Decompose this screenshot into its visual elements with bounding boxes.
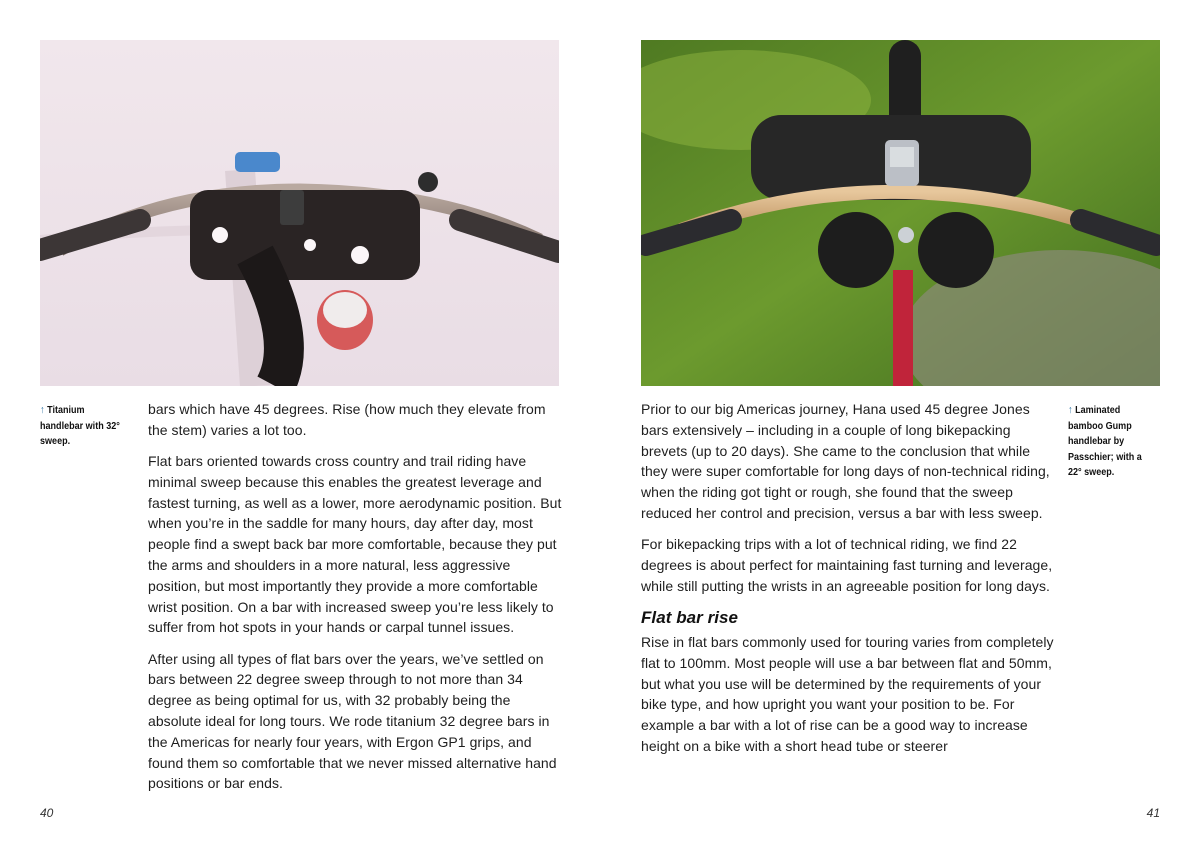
photo-caption-right — [1068, 403, 1150, 481]
caption-text-left: Titanium handlebar with 32° sweep. — [40, 404, 120, 447]
photo-caption-left — [40, 403, 122, 450]
paragraph: bars which have 45 degrees. Rise (how much they elevate from the stem) varies a lot too. — [148, 401, 546, 438]
page-number-right: 41 — [1146, 806, 1160, 820]
paragraph: After using all types of flat bars over the years, we’ve settled on bars between 22 degree sweep through to not more than 34 degree as being optimal for us, with 32 probably being the absolute ideal for long tours. We rode titanium 32 degree bars in the Americas for nearly four years, with Ergon GP1 grips, and found them so comfortable that we never missed alternative hand positions or bar ends. — [148, 650, 557, 792]
paragraph: Rise in flat bars commonly used for touring varies from completely flat to 100mm. Most people will use a bar between flat and 50mm, but what you use will be determined by the requirements of your bike type, and how upright you want your position to be. For example a bar with a lot of rise can be a good way to increase height on a bike with a short head tube or steerer — [641, 633, 1054, 754]
paragraph: For bikepacking trips with a lot of technical riding, we find 22 degrees is about perfect for maintaining fast turning and leverage, while still putting the wrists in an agreeable position for long days. — [641, 536, 1053, 594]
body-text-left — [148, 399, 563, 805]
arrow-up-icon: ↑ — [1068, 404, 1073, 416]
caption-text-right: Laminated bamboo Gump handlebar by Passchier; with a 22° sweep. — [1068, 404, 1142, 478]
paragraph: Prior to our big Americas journey, Hana used 45 degree Jones bars extensively – including in a couple of long bikepacking brevets (up to 20 days). She came to the conclusion that while they were super comfortable for long days of non-technical riding, when the riding got tight or rough, she found that the sweep reduced her control and precision, versus a bar with less sweep. — [641, 401, 1050, 521]
page-number-left: 40 — [40, 806, 54, 820]
photo-titanium-handlebar-snow — [40, 40, 559, 386]
photo-bamboo-handlebar-grass — [641, 40, 1160, 386]
section-heading: Flat bar rise — [641, 607, 739, 627]
arrow-up-icon: ↑ — [40, 404, 45, 416]
paragraph: Flat bars oriented towards cross country and trail riding have minimal sweep because this enables the greatest leverage and fastest turning, as well as a lower, more aerodynamic position. But when you’re in the saddle for many hours, day after day, most people find a swept back bar more comfortable, because they put the arms and shoulders in a more natural, less aggressive position, but most importantly they provide a more comfortable wrist position. On a bar with increased sweep you’re less likely to suffer from hot spots in your hands or carpal tunnel issues. — [148, 452, 562, 636]
body-text-right — [641, 399, 1056, 767]
